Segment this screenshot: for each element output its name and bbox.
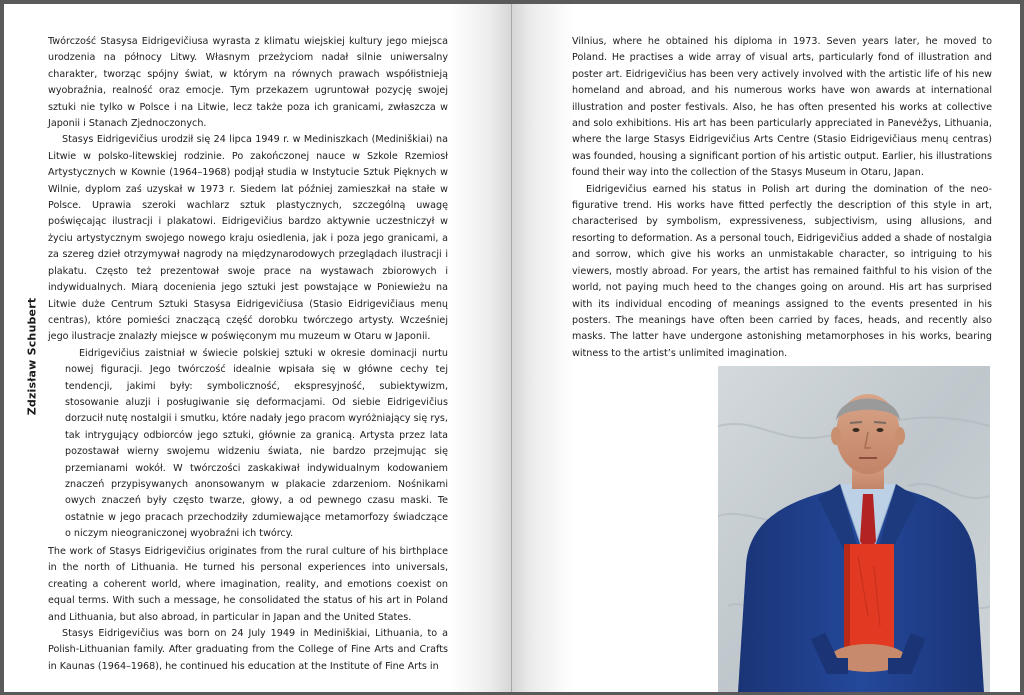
author-name-vertical [22, 296, 42, 416]
english-paragraph-2: Stasys Eidrigevičius was born on 24 July 1949 in Mediniškiai, Lithuania, to a Polish-Lithuanian family. After graduating from the College of Fine Arts and Crafts in Kaunas (1964–1968), he continued his education at the Institute of Fine Arts in [48, 628, 448, 672]
left-page [4, 4, 512, 692]
polish-paragraph-1: Twórczość Stasysa Eidrigevičiusa wyrasta z klimatu wiejskiej kultury jego miejsca urodzenia na północy Litwy. Własnym przeżyciom nadał silnie uniwersalny charakter, tworząc spójny świat, w którym na równych prawach współistnieją wyobraźnia, realność oraz emocje. Tym przekazem ugruntował pozycję swojej sztuki nie tylko w Polsce i na Litwie, lecz także poza ich granicami, zwłaszcza w Japonii i Stanach Zjednoczonych. [48, 36, 448, 130]
polish-text [48, 34, 448, 543]
english-paragraph-1: The work of Stasys Eidrigevičius originates from the rural culture of his birthplace in the north of Lithuania. He turned his personal experiences into universals, creating a coherent world, where imagination, reality, and emotions coexist on equal terms. With such a message, he consolidated the status of his art in Poland and Lithuania, but also abroad, in particular in Japan and the United States. [48, 546, 448, 623]
polish-paragraph-2: Stasys Eidrigevičius urodził się 24 lipca 1949 r. w Mediniszkach (Mediniškiai) na Litwie w polsko-litewskiej rodzinie. Po zakończonej nauce w Szkole Rzemiosł Artystycznych w Kownie (1964–1968) podjął studia w Instytucie Sztuk Pięknych w Wilnie, dyplom zaś uzyskał w 1973 r. Siedem lat później zamieszkał na stałe w Polsce. Uprawia szeroki wachlarz sztuk plastycznych, szczególną uwagę poświęcając ilustracji i plakatowi. Eidrigevičius bardzo aktywnie uczestniczył w życiu artystycznym swojego nowego kraju osiedlenia, jak i poza jego granicami, a za szereg dzieł otrzymywał nagrody na międzynarodowych przeglądach ilustracji i plakatu. Często też prezentował swoje prace na wystawach zbiorowych i indywidualnych. Miarą docenienia jego sztuki jest powstające w Poniewieżu na Litwie duże Centrum Sztuki Stasysa Eidrigevičiusa (Stasio Eidrigevičiaus menų centras), które pomieści znaczącą część dorobku twórczego artysty. Wcześniej jego ilustracje znalazły miejsce w poświęconym mu muzeum w Otaru w Japonii. [48, 134, 448, 343]
polish-paragraph-3: Eidrigevičius zaistniał w świecie polskiej sztuki w okresie dominacji nurtu nowej figuracji. Jego twórczość idealnie wpisała się w główne cechy tej tendencji, jakimi były: symboliczność, ekspresyjność, subiektywizm, stosowanie aluzji i posługiwanie się deformacjami. Od siebie Eidrigevičius dorzucił nutę nostalgii i smutku, które nadały jego pracom wyróżniający się rys, tak intrygujący odbiorców jego sztuki, głównie za granicą. Artysta przez lata pozostawał wierny swojemu widzeniu świata, nie bardzo przejmując się przemianami wokół. W twórczości zaskakiwał indywidualnym kodowaniem znaczeń przypisywanych anonsowanym w plakacie zdarzeniom. Nośnikami owych znaczeń były często twarze, głowy, a od pewnego czasu maski. Te ostatnie w jego pracach przechodziły zdumiewające metamorfozy świadczące o niczym nieograniczonej wyobraźni ich twórcy. [65, 347, 448, 540]
author-name: Zdzisław Schubert [25, 297, 39, 415]
english-text-left [48, 544, 448, 675]
english-paragraph-3: Vilnius, where he obtained his diploma in 1973. Seven years later, he moved to Poland. He practises a wide array of visual arts, particularly fond of illustration and poster art. Eidrigevičius has been very actively involved with the artistic life of his new homeland and abroad, and his numerous works have won awards at international illustration and poster festivals. Also, he has often presented his works at collective and solo exhibitions. His art has been particularly appreciated in Panevėžys, Lithuania, where the large Stasys Eidrigevičius Arts Centre (Stasio Eidrigevičiaus menų centras) was founded, housing a significant portion of his artistic output. Earlier, his illustrations found their way into the collection of the Stasys Museum in Otaru, Japan. [572, 36, 992, 179]
artist-portrait-photo [718, 366, 990, 692]
english-paragraph-4: Eidrigevičius earned his status in Polish art during the domination of the neo-figurative trend. His works have fitted perfectly the description of this style in art, characterised by symbolism, expressiveness, subjectivism, using allusions, and resorting to deformation. As a personal touch, Eidrigevičius added a shade of nostalgia and sorrow, which give his works an unmistakable character, so intriguing to his viewers, mostly abroad. For years, the artist has remained faithful to his vision of the world, not paying much heed to the changes going on around. His art has surprised with its individual encoding of meanings assigned to the events presented in his posters. The meanings have often been carried by faces, heads, and recently also masks. The latter have undergone astonishing metamorphoses in his works, bearing witness to the artist’s unlimited imagination. [572, 183, 992, 359]
english-text-right [572, 34, 992, 362]
